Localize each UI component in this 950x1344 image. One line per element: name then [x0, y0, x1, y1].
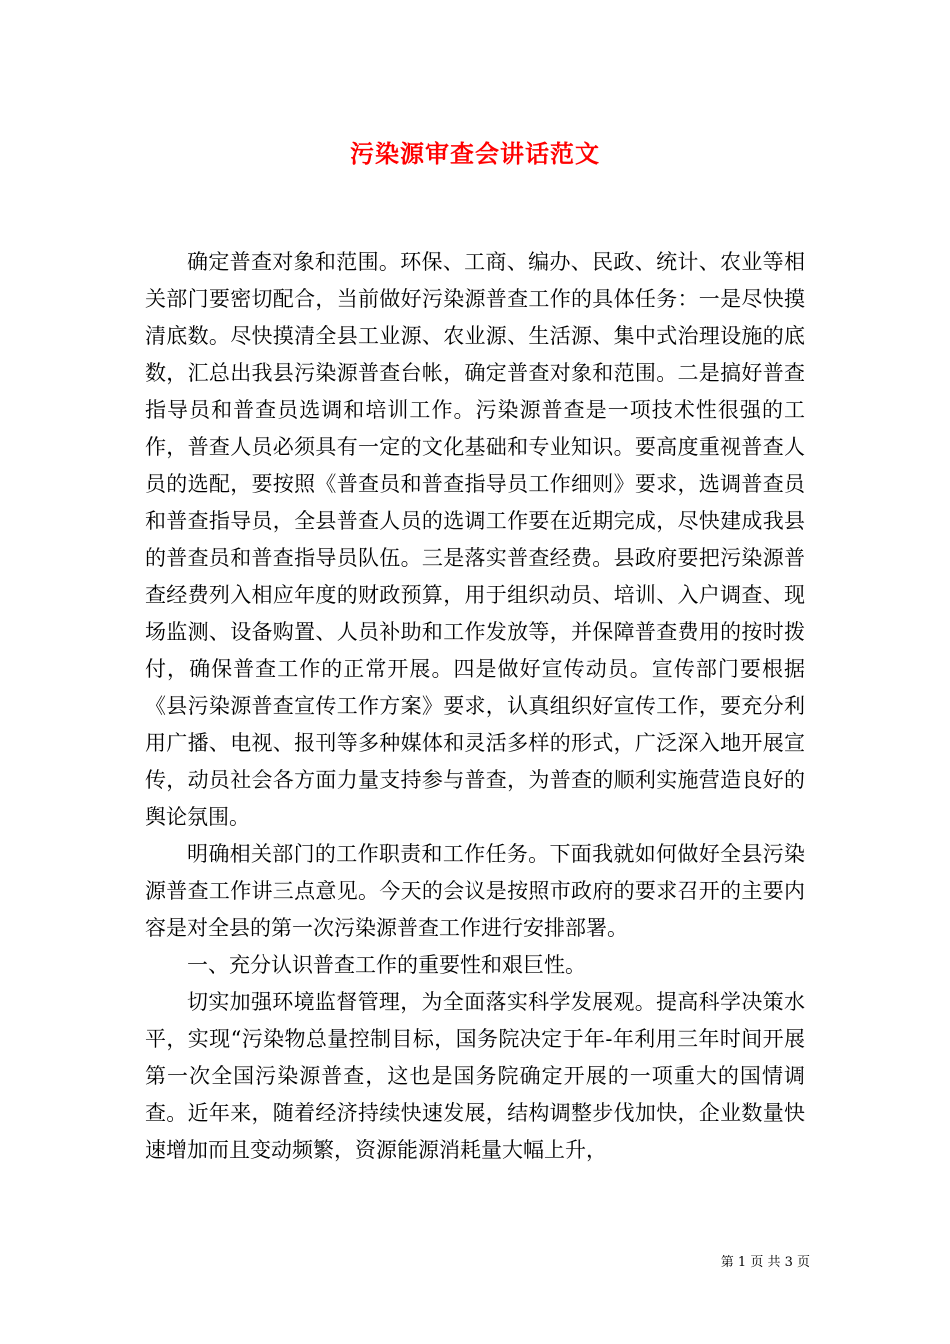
page-number-footer: 第 1 页 共 3 页 — [720, 1255, 810, 1270]
paragraph: 一、充分认识普查工作的重要性和艰巨性。 — [187, 953, 586, 977]
paragraph: 切实加强环境监督管理，为全面落实科学发展观。提高科学决策水平，实现“污染物总量控制目标，国务院决定于年-年利用三年时间开展第一次全国污染源普查，这也是国务院确定开展的一项重大的国情调查。近年来，随着经济持续快速发展，结构调整步伐加快，企业数量快速增加而且变动频繁，资源能源消耗量大幅上升， — [145, 990, 805, 1162]
document-body — [145, 244, 805, 1169]
paragraph: 明确相关部门的工作职责和工作任务。下面我就如何做好全县污染源普查工作讲三点意见。今天的会议是按照市政府的要求召开的主要内容是对全县的第一次污染源普查工作进行安排部署。 — [145, 842, 805, 940]
paragraph: 确定普查对象和范围。环保、工商、编办、民政、统计、农业等相关部门要密切配合，当前做好污染源普查工作的具体任务：一是尽快摸清底数。尽快摸清全县工业源、农业源、生活源、集中式治理设施的底数，汇总出我县污染源普查台帐，确定普查对象和范围。二是搞好普查指导员和普查员选调和培训工作。污染源普查是一项技术性很强的工作，普查人员必须具有一定的文化基础和专业知识。要高度重视普查人员的选配，要按照《普查员和普查指导员工作细则》要求，选调普查员和普查指导员，全县普查人员的选调工作要在近期完成，尽快建成我县的普查员和普查指导员队伍。三是落实普查经费。县政府要把污染源普查经费列入相应年度的财政预算，用于组织动员、培训、入户调查、现场监测、设备购置、人员补助和工作发放等，并保障普查费用的按时拨付，确保普查工作的正常开展。四是做好宣传动员。宣传部门要根据《县污染源普查宣传工作方案》要求，认真组织好宣传工作，要充分利用广播、电视、报刊等多种媒体和灵活多样的形式，广泛深入地开展宣传，动员社会各方面力量支持参与普查，为普查的顺利实施营造良好的舆论氛围。 — [145, 250, 805, 829]
document-title: 污染源审查会讲话范文 — [350, 139, 600, 168]
